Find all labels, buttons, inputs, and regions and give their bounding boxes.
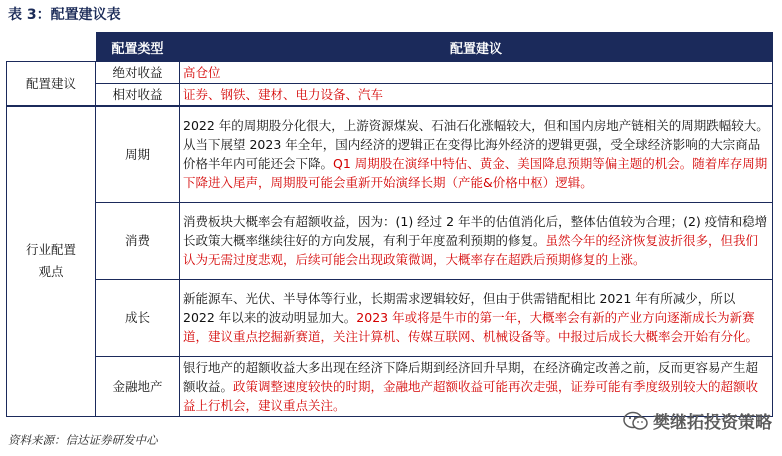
watermark-text: 樊继拓投资策略 <box>653 413 772 433</box>
config-category: 配置建议 <box>7 62 96 107</box>
wechat-icon <box>623 411 649 431</box>
row-sub-cycle: 周期 <box>96 106 180 202</box>
header-col1 <box>7 33 96 62</box>
table-row <box>7 356 773 416</box>
finance-text: 银行地产的超额收益大多出现在经济下降后期到经济回升早期，在经济确定改善之前，反而更容易产生超额收益。 <box>183 359 759 394</box>
row-sub-absolute: 绝对收益 <box>96 62 180 84</box>
table-row <box>7 84 773 107</box>
growth-highlight: 2023 年或将是牛市的第一年，大概率会有新的产业方向逐渐成长为新赛道，建议重点挖掘新赛道，关注计算机、传媒互联网、机械设备等。中报过后成长大概率会开始有分化。 <box>183 310 759 344</box>
row-sub-consumer: 消费 <box>96 202 180 279</box>
growth-text: 新能源车、光伏、半导体等行业，长期需求逻辑较好，但由于供需错配相比 2021 年有所减少，所以 2022 年以来的波动明显加大。 <box>183 291 736 325</box>
cycle-text: 2022 年的周期股分化很大，上游资源煤炭、石油石化涨幅较大，但和国内房地产链相关的周期跌幅较大。从当下展望 2023 年全年，国内经济的逻辑正在变得比海外经济的逻辑更强，受全球经济影响的大宗商品价格半年内可能还会下降。 <box>183 118 769 172</box>
consumer-text: 消费板块大概率会有超额收益，因为：(1) 经过 2 年半的估值消化后，整体估值较为合理；(2) 疫情和稳增长政策大概率继续往好的方向发展，有利于年度盈利预期的修复。 <box>183 214 768 248</box>
row-text-growth <box>180 279 773 356</box>
cycle-highlight: Q1 周期股在演绎中特估、黄金、美国降息预期等偏主题的机会。随着库存周期下降进入尾声，周期股可能会重新开始演绎长期（产能&价格中枢）逻辑。 <box>183 156 768 191</box>
watermark <box>623 408 772 433</box>
row-text-consumer <box>180 202 773 279</box>
table-row <box>7 62 773 84</box>
table-row <box>7 279 773 356</box>
consumer-highlight: 虽然今年的经济恢复波折很多，但我们认为无需过度悲观，后续可能会出现政策微调，大概率存在超跌后预期修复的上涨。 <box>183 233 759 267</box>
header-type: 配置类型 <box>96 33 180 62</box>
row-text-relative: 证券、钢铁、建材、电力设备、汽车 <box>180 84 773 107</box>
finance-highlight: 政策调整速度较快的时期，金融地产超额收益可能再次走强，证券可能有季度级别较大的超额收益上行机会，建议重点关注。 <box>183 378 759 413</box>
row-sub-finance: 金融地产 <box>96 356 180 416</box>
table-row <box>7 106 773 202</box>
table-title: 表 3：配置建议表 <box>8 7 121 23</box>
industry-category <box>7 106 96 416</box>
header-row <box>7 33 773 62</box>
table-row <box>7 202 773 279</box>
source-note: 资料来源：信达证券研发中心 <box>8 433 158 447</box>
allocation-table <box>6 32 773 417</box>
industry-category-label: 行业配置观点 <box>25 242 76 280</box>
row-text-absolute: 高仓位 <box>180 62 773 84</box>
row-text-finance <box>180 356 773 416</box>
row-sub-growth: 成长 <box>96 279 180 356</box>
header-suggestion: 配置建议 <box>180 33 773 62</box>
row-text-cycle <box>180 106 773 202</box>
row-sub-relative: 相对收益 <box>96 84 180 107</box>
